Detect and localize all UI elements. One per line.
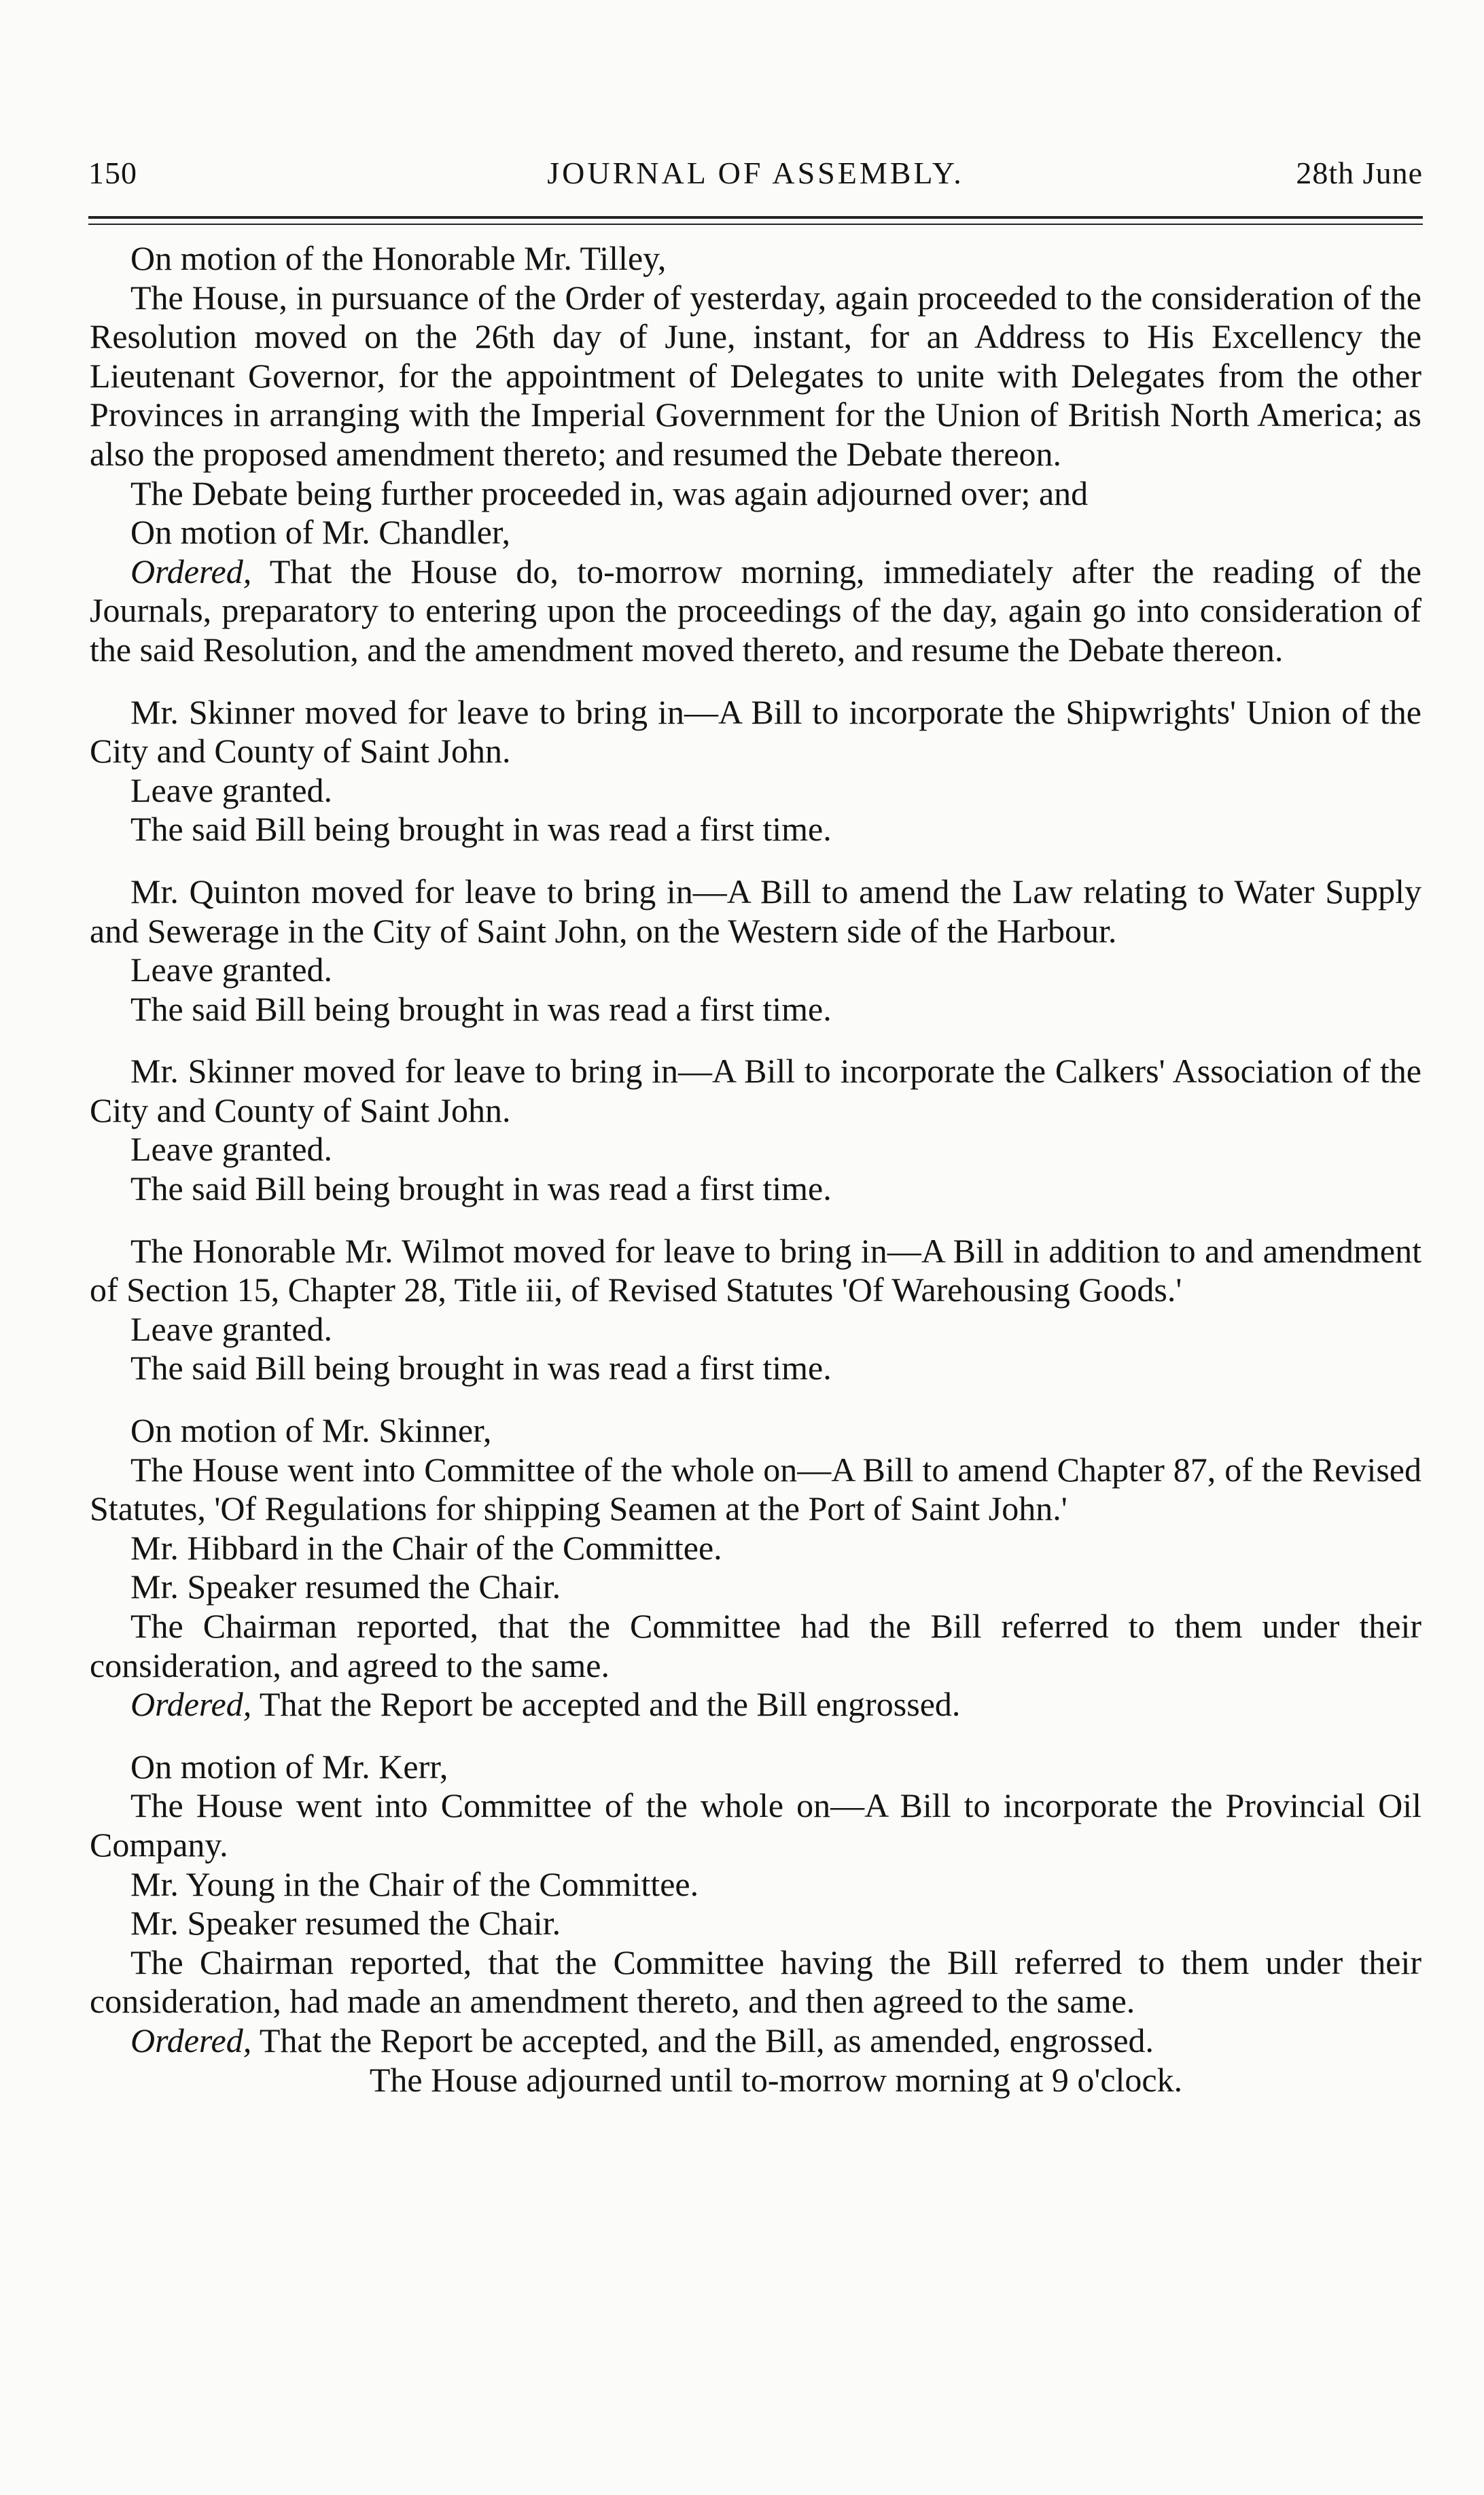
paragraph-text: Mr. Skinner moved for leave to bring in—A Bill to incorporate the Calkers' Association of the City and County of Saint John. — [90, 1052, 1421, 1129]
journal-body — [90, 239, 1421, 2100]
ordered-label: Ordered, — [130, 2021, 252, 2059]
paragraph-text: The House went into Committee of the whole on—A Bill to amend Chapter 87, of the Revised Statutes, 'Of Regulations for shipping Seamen at the Port of Saint John.' — [90, 1450, 1421, 1528]
paragraph-gap — [90, 1029, 1421, 1052]
journal-paragraph — [90, 1310, 1421, 1349]
paragraph-text: The House, in pursuance of the Order of yesterday, again proceeded to the consideration of the Resolution moved on the 26th day of June, instant, for an Address to His Excellency the Lieutenant Governor, for the appointment of Delegates to unite with Delegates from the other Provinces in arranging with the Imperial Government for the Union of British North America; as also the proposed amendment thereto; and resumed the Debate thereon. — [90, 278, 1421, 473]
journal-paragraph — [90, 1748, 1421, 1787]
paragraph-text: On motion of Mr. Skinner, — [130, 1411, 492, 1450]
journal-paragraph — [90, 1451, 1421, 1529]
journal-paragraph — [90, 1130, 1421, 1169]
ordered-label: Ordered, — [130, 1685, 252, 1724]
paragraph-gap — [90, 849, 1421, 872]
paragraph-text: The said Bill being brought in was read a first time. — [130, 810, 832, 849]
page-header — [88, 155, 1423, 209]
header-rule-thin — [88, 224, 1423, 225]
paragraph-text: Mr. Skinner moved for leave to bring in—A Bill to incorporate the Shipwrights' Union of the City and County of Saint John. — [90, 692, 1421, 771]
journal-paragraph — [90, 771, 1421, 811]
journal-paragraph — [90, 1232, 1421, 1310]
paragraph-text: The Chairman reported, that the Committee having the Bill referred to them under their consideration, had made an amendment thereto, and then agreed to the same. — [90, 1943, 1421, 2021]
journal-paragraph — [90, 1865, 1421, 1905]
paragraph-text: The Debate being further proceeded in, was again adjourned over; and — [130, 474, 1089, 512]
journal-paragraph — [90, 693, 1421, 771]
journal-paragraph — [90, 1685, 1421, 1724]
paragraph-gap — [90, 1209, 1421, 1232]
paragraph-text: The said Bill being brought in was read a first time. — [130, 989, 832, 1028]
header-rule-thick — [88, 216, 1423, 219]
paragraph-text: Mr. Quinton moved for leave to bring in—A Bill to amend the Law relating to Water Supply and Sewerage in the City of Saint John, on the Western side of the Harbour. — [90, 872, 1421, 950]
paragraph-text: That the House do, to-morrow morning, immediately after the reading of the Journals, preparatory to entering upon the proceedings of the day, again go into consideration of the said Resolution, and the amendment moved thereto, and resume the Debate thereon. — [90, 552, 1421, 669]
journal-paragraph — [90, 990, 1421, 1029]
paragraph-text: Mr. Hibbard in the Chair of the Committee. — [130, 1528, 722, 1567]
journal-paragraph — [90, 1943, 1421, 2021]
paragraph-text: Mr. Young in the Chair of the Committee. — [130, 1864, 699, 1903]
journal-paragraph — [90, 1411, 1421, 1451]
paragraph-gap — [90, 1388, 1421, 1411]
paragraph-text: The House went into Committee of the whole on—A Bill to incorporate the Provincial Oil Company. — [90, 1786, 1421, 1864]
paragraph-text: The Chairman reported, that the Committee had the Bill referred to them under their consideration, and agreed to the same. — [90, 1607, 1421, 1684]
paragraph-text: On motion of Mr. Chandler, — [130, 513, 511, 552]
paragraph-text: On motion of the Honorable Mr. Tilley, — [130, 239, 667, 277]
journal-paragraph — [90, 1169, 1421, 1209]
page-number: 150 — [88, 156, 137, 190]
paragraph-text: Leave granted. — [130, 1130, 333, 1169]
paragraph-text: On motion of Mr. Kerr, — [130, 1747, 448, 1786]
paragraph-text: Leave granted. — [130, 1309, 333, 1348]
journal-paragraph — [90, 552, 1421, 670]
journal-paragraph — [90, 1529, 1421, 1568]
journal-paragraph — [90, 872, 1421, 951]
paragraph-text: The said Bill being brought in was read a first time. — [130, 1169, 832, 1208]
paragraph-text: The said Bill being brought in was read a first time. — [130, 1349, 832, 1387]
paragraph-text: Mr. Speaker resumed the Chair. — [130, 1568, 561, 1606]
paragraph-text: Leave granted. — [130, 951, 333, 989]
journal-paragraph — [90, 1904, 1421, 1943]
running-date: 28th June — [1296, 156, 1423, 190]
paragraph-text: The House adjourned until to-morrow morning at 9 o'clock. — [369, 2060, 1183, 2099]
journal-paragraph — [90, 474, 1421, 514]
paragraph-text: Mr. Speaker resumed the Chair. — [130, 1904, 561, 1943]
running-title: JOURNAL OF ASSEMBLY. — [547, 156, 964, 190]
paragraph-text: That the Report be accepted, and the Bill, as amended, engrossed. — [259, 2021, 1154, 2059]
paragraph-gap — [90, 1724, 1421, 1748]
journal-paragraph — [90, 239, 1421, 279]
journal-paragraph — [90, 810, 1421, 849]
journal-paragraph — [90, 951, 1421, 990]
paragraph-gap — [90, 670, 1421, 693]
journal-paragraph — [90, 1568, 1421, 1607]
journal-paragraph — [90, 2021, 1421, 2061]
closing-line — [90, 2061, 1421, 2100]
journal-paragraph — [90, 513, 1421, 552]
journal-paragraph — [90, 1786, 1421, 1864]
ordered-label: Ordered, — [130, 552, 252, 590]
paragraph-text: That the Report be accepted and the Bill engrossed. — [259, 1685, 961, 1724]
journal-paragraph — [90, 1349, 1421, 1388]
paragraph-text: Leave granted. — [130, 771, 333, 809]
journal-paragraph — [90, 1607, 1421, 1685]
journal-paragraph — [90, 279, 1421, 474]
journal-paragraph — [90, 1052, 1421, 1130]
paragraph-text: The Honorable Mr. Wilmot moved for leave to bring in—A Bill in addition to and amendment of Section 15, Chapter 28, Title iii, of Revised Statutes 'Of Warehousing Goods.' — [90, 1231, 1421, 1309]
